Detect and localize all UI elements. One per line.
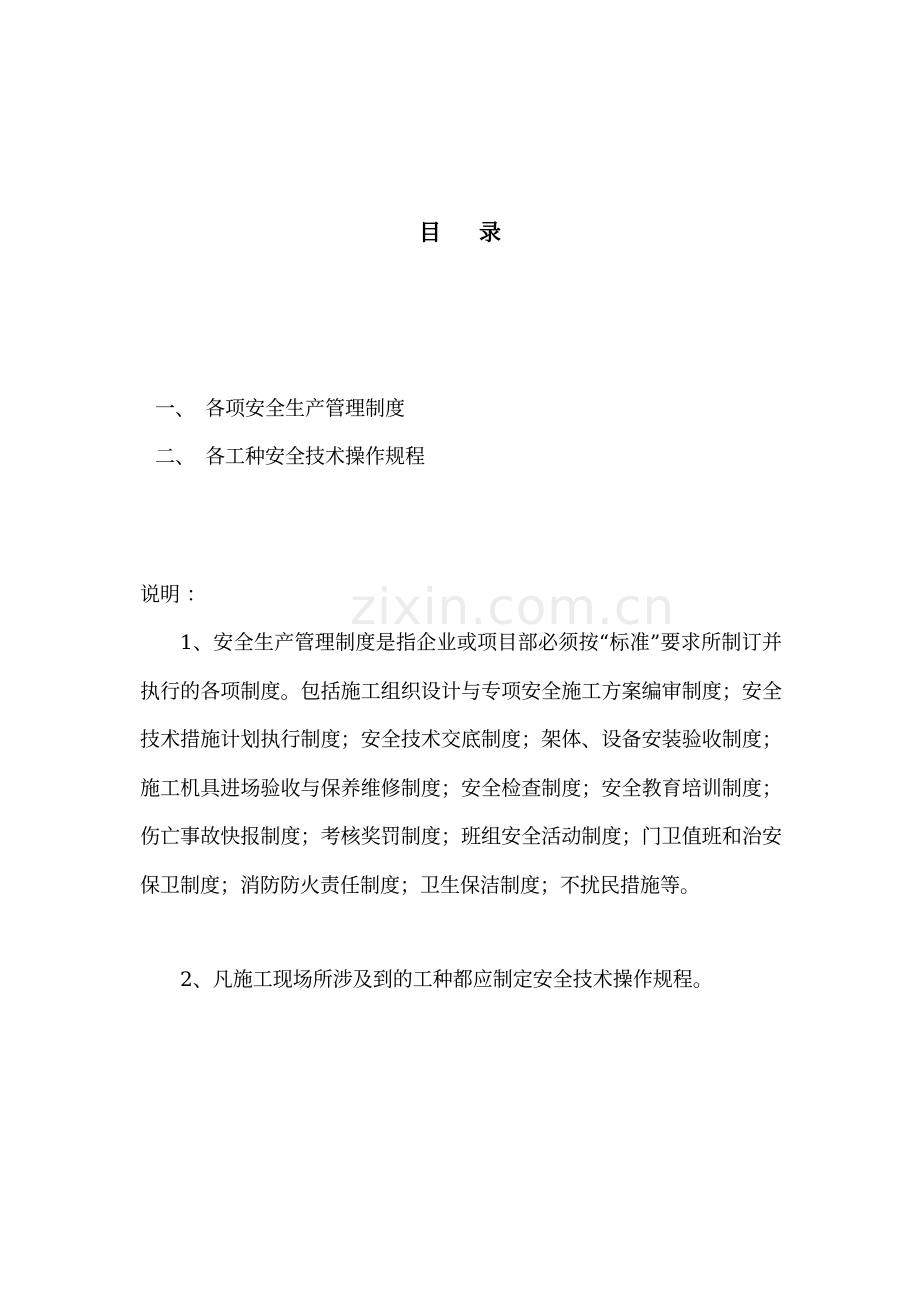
title-char-1: 目 — [418, 220, 441, 246]
toc-item-1 — [155, 384, 425, 432]
table-of-contents — [155, 384, 425, 480]
toc-item-2 — [155, 432, 425, 480]
note-paragraph-2: 2、凡施工现场所涉及到的工种都应制定安全技术操作规程。 — [180, 967, 713, 991]
toc-item-label: 各项安全生产管理制度 — [205, 396, 405, 420]
toc-item-number: 二、 — [155, 444, 195, 468]
page-title — [0, 216, 920, 247]
toc-item-label: 各工种安全技术操作规程 — [205, 444, 425, 468]
note-paragraph-1: 1、安全生产管理制度是指企业或项目部必须按“标准”要求所制订并执行的各项制度。包括施工组织设计与专项安全施工方案编审制度；安全技术措施计划执行制度；安全技术交底制度；架体、设备安装验收制度；施工机具进场验收与保养维修制度；安全检查制度；安全教育培训制度；伤亡事故快报制度；考核奖罚制度；班组安全活动制度；门卫值班和治安保卫制度；消防防火责任制度；卫生保洁制度；不扰民措施等。 — [140, 630, 782, 897]
watermark: zixin.com.cn — [350, 578, 676, 636]
notes-heading: 说明 ： — [140, 582, 207, 606]
title-char-2: 录 — [479, 220, 502, 246]
toc-item-number: 一、 — [155, 396, 195, 420]
